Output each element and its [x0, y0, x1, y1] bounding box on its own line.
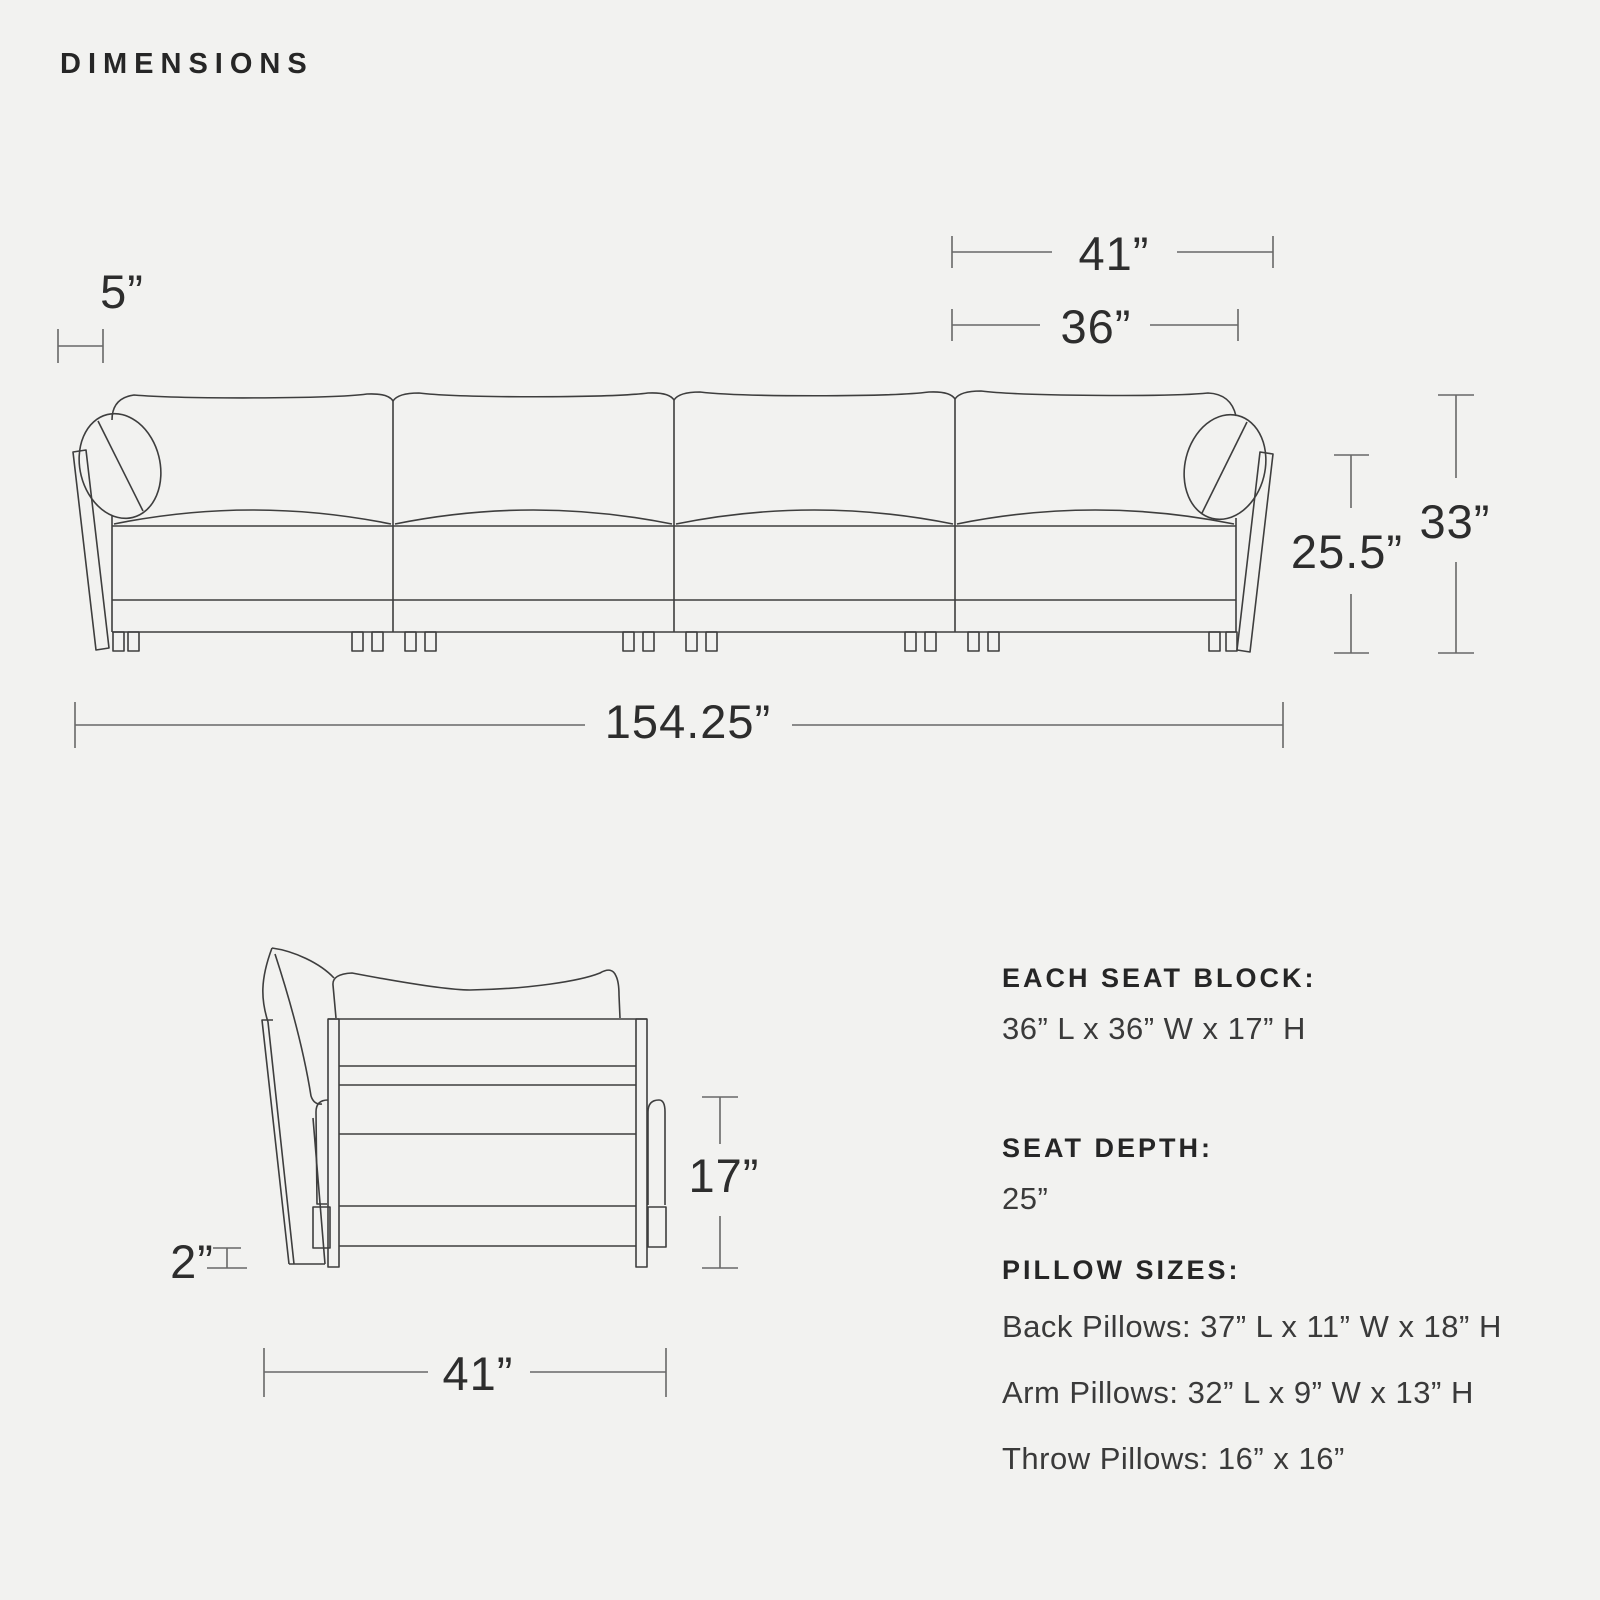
spec-heading-seat-depth: SEAT DEPTH:: [1002, 1133, 1214, 1163]
side-leg-clearance-label: 2”: [170, 1235, 214, 1288]
front-arm-width-dimline: [58, 329, 103, 363]
side-right-cushion-edge: [648, 1100, 665, 1205]
side-left-cushion-edge: [316, 1100, 328, 1204]
front-seat-width-label: 36”: [1060, 300, 1132, 353]
spec-arm-pillows: Arm Pillows: 32” L x 9” W x 13” H: [1002, 1375, 1474, 1410]
dimension-lines: [58, 236, 1474, 1400]
front-total-width-label: 154.25”: [604, 695, 772, 748]
side-back-cushion: [272, 948, 334, 1104]
front-legs: [113, 632, 1237, 651]
front-left-arm: [73, 450, 109, 650]
side-rear-post: [636, 1019, 647, 1267]
front-arm-width-label: 5”: [100, 265, 144, 318]
front-seat-height-label: 25.5”: [1290, 525, 1404, 578]
spec-throw-pillows: Throw Pillows: 16” x 16”: [1002, 1441, 1345, 1476]
side-frame-rails: [328, 1019, 647, 1246]
side-block-height-label: 17”: [688, 1149, 760, 1202]
front-left-bolster-pillow: [68, 405, 171, 527]
front-view-sofa: [68, 391, 1276, 652]
page-title: DIMENSIONS: [60, 48, 314, 80]
front-right-arm: [1237, 452, 1273, 652]
spec-seat-block-size: 36” L x 36” W x 17” H: [1002, 1011, 1306, 1046]
front-overall-height-label: 33”: [1419, 495, 1491, 548]
front-right-bolster-pillow: [1173, 406, 1276, 528]
front-seat-arm-width-label: 41”: [1078, 227, 1150, 280]
spec-heading-seat-block: EACH SEAT BLOCK:: [1002, 963, 1317, 993]
spec-seat-depth-value: 25”: [1002, 1181, 1049, 1216]
front-module-seams: [393, 399, 955, 632]
side-view-seat: [262, 948, 666, 1267]
side-right-base-fragment: [648, 1207, 666, 1247]
spec-heading-pillow-sizes: PILLOW SIZES:: [1002, 1255, 1241, 1285]
spec-back-pillows: Back Pillows: 37” L x 11” W x 18” H: [1002, 1309, 1502, 1344]
side-depth-label: 41”: [442, 1347, 514, 1400]
side-top-cushion: [333, 970, 620, 1018]
side-back-panel: [262, 948, 325, 1264]
